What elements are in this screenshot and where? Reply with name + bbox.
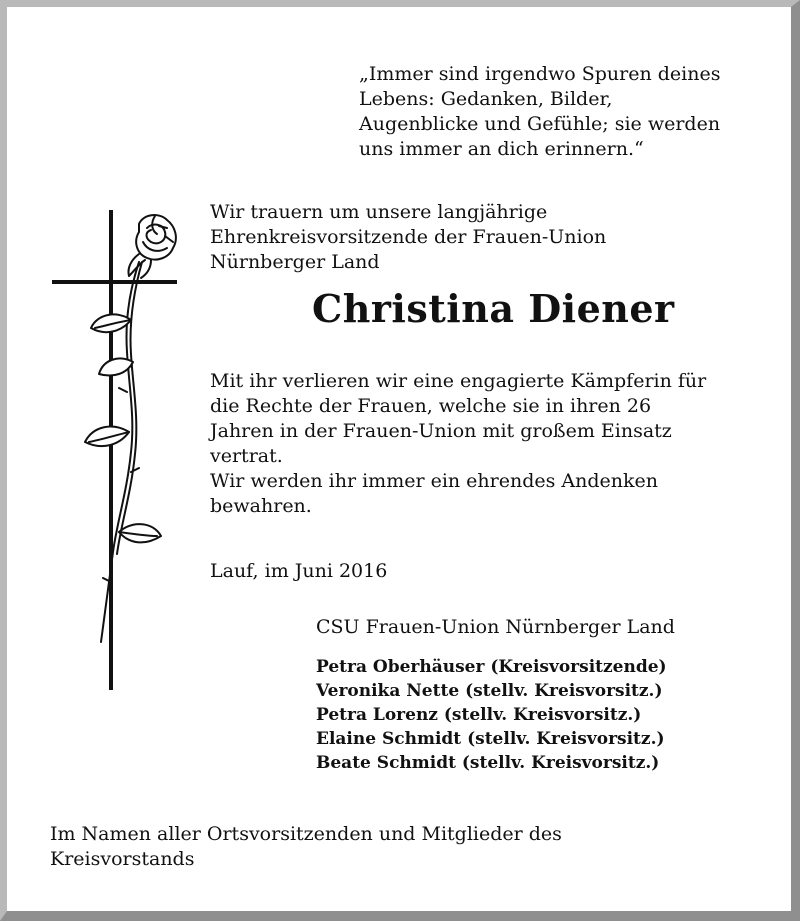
- signatory: Petra Oberhäuser (Kreisvorsitzende): [316, 657, 667, 677]
- deceased-name: Christina Diener: [312, 286, 675, 331]
- cross-with-rose: [47, 202, 197, 697]
- place-date: Lauf, im Juni 2016: [210, 560, 388, 582]
- signatory: Petra Lorenz (stellv. Kreisvorsitz.): [316, 705, 642, 725]
- cross-icon: [52, 210, 177, 690]
- rose-icon: [85, 215, 176, 642]
- memorial-quote: „Immer sind irgendwo Spuren deines Lebens: Gedanken, Bilder, Augenblicke und Gefühle; sie werden uns immer an dich erinnern.“: [359, 63, 721, 160]
- signatory: Elaine Schmidt (stellv. Kreisvorsitz.): [316, 729, 665, 749]
- closing-line: Im Namen aller Ortsvorsitzenden und Mitglieder des Kreisvorstands: [50, 823, 562, 870]
- signatory: Veronika Nette (stellv. Kreisvorsitz.): [316, 681, 663, 701]
- tribute-text: Mit ihr verlieren wir eine engagierte Kämpferin für die Rechte der Frauen, welche sie in ihren 26 Jahren in der Frauen-Union mit großem Einsatz vertrat. Wir werden ihr immer ein ehrendes Andenken bewahren.: [210, 370, 707, 517]
- organization-name: CSU Frauen-Union Nürnberger Land: [316, 616, 675, 638]
- signatories-list: [316, 655, 667, 775]
- signatory: Beate Schmidt (stellv. Kreisvorsitz.): [316, 753, 660, 773]
- mourning-intro: Wir trauern um unsere langjährige Ehrenkreisvorsitzende der Frauen-Union Nürnberger Land: [210, 201, 607, 273]
